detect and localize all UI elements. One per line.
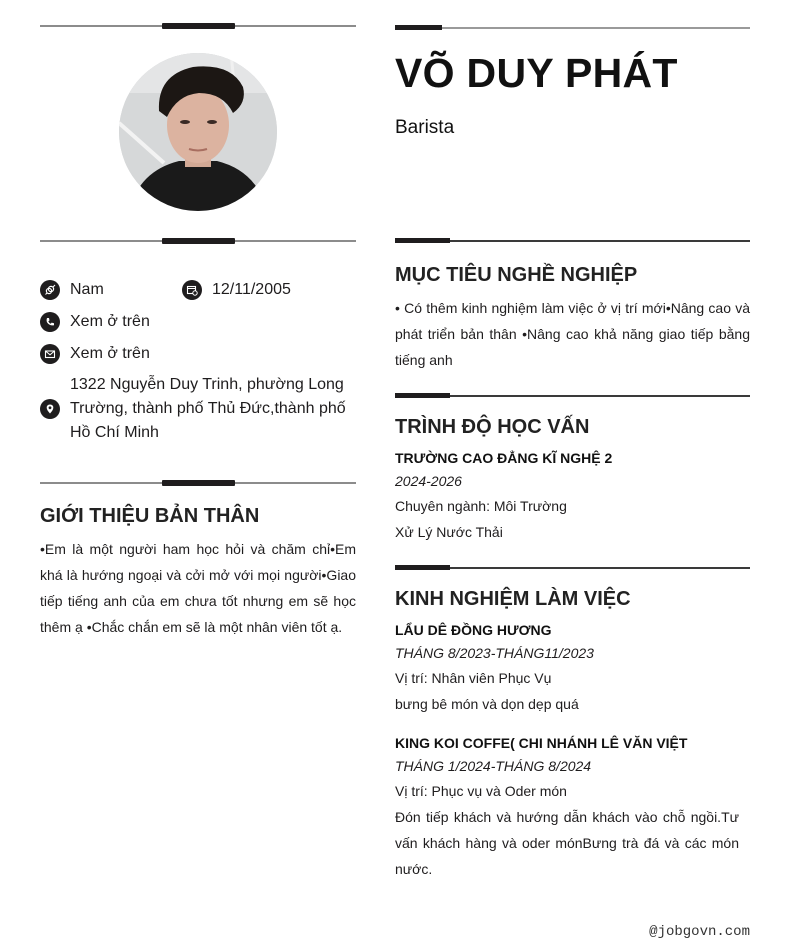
- education-major-line1: Chuyên ngành: Môi Trường: [395, 498, 567, 514]
- job-position: Vị trí: Phục vụ và Oder món: [395, 783, 567, 799]
- education-school: TRƯỜNG CAO ĐẲNG KĨ NGHỆ 2: [395, 450, 613, 466]
- divider-top-left: [40, 23, 356, 29]
- contact-phone: [40, 312, 150, 332]
- gender-value: Nam: [70, 281, 104, 298]
- contact-birthday: [182, 280, 291, 300]
- about-heading: GIỚI THIỆU BẢN THÂN: [40, 505, 260, 527]
- objective-heading: MỤC TIÊU NGHỀ NGHIỆP: [395, 264, 638, 286]
- experience-heading: KINH NGHIỆM LÀM VIỆC: [395, 588, 631, 610]
- divider-top-right: [395, 25, 750, 30]
- job-period: THÁNG 1/2024-THÁNG 8/2024: [395, 758, 592, 774]
- objective-text: • Có thêm kinh nghiệm làm việc ở vị trí mới•Nâng cao và phát triển bản thân •Nâng cao khả năng giao tiếp bằng tiếng anh: [395, 300, 750, 368]
- job-company: LẨU DÊ ĐỒNG HƯƠNG: [395, 622, 552, 638]
- avatar: [119, 53, 277, 211]
- divider-contact: [40, 238, 356, 244]
- candidate-title: Barista: [395, 117, 455, 138]
- address-value: 1322 Nguyễn Duy Trinh, phường Long Trường, thành phố Thủ Đức,thành phố Hồ Chí Minh: [70, 376, 346, 441]
- divider-objective: [395, 238, 750, 243]
- job-period: THÁNG 8/2023-THÁNG11/2023: [395, 645, 594, 661]
- job-description: Đón tiếp khách và hướng dẫn khách vào chỗ ngồi.Tư vấn khách hàng và oder mónBưng trà đá và các món nước.: [395, 809, 739, 877]
- education-heading: TRÌNH ĐỘ HỌC VẤN: [395, 416, 590, 438]
- job-description: bưng bê món và dọn dẹp quá: [395, 696, 579, 712]
- calendar-icon: [182, 280, 202, 300]
- about-text: •Em là một người ham học hỏi và chăm chỉ•Em khá là hướng ngoại và cởi mở với mọi người•Giao tiếp tiếng anh của em chưa tốt nhưng em sẽ học thêm ạ •Chắc chắn em sẽ là một nhân viên tốt ạ.: [40, 541, 356, 635]
- gender-icon: [40, 280, 60, 300]
- birthday-value: 12/11/2005: [212, 281, 291, 298]
- email-value: Xem ở trên: [70, 345, 150, 362]
- divider-education: [395, 393, 750, 398]
- profile-photo: [119, 53, 277, 211]
- map-pin-icon: [40, 399, 60, 419]
- phone-icon: [40, 312, 60, 332]
- divider-about: [40, 480, 356, 486]
- job-position: Vị trí: Nhân viên Phục Vụ: [395, 670, 552, 686]
- contact-email: [40, 344, 150, 364]
- divider-experience: [395, 565, 750, 570]
- watermark: @jobgovn.com: [649, 924, 750, 940]
- job-company: KING KOI COFFE( CHI NHÁNH LÊ VĂN VIỆT: [395, 735, 688, 751]
- education-major-line2: Xử Lý Nước Thải: [395, 524, 503, 540]
- contact-address: [40, 373, 356, 445]
- phone-value: Xem ở trên: [70, 313, 150, 330]
- education-period: 2024-2026: [395, 473, 462, 489]
- contact-gender: [40, 280, 104, 300]
- candidate-name: VÕ DUY PHÁT: [395, 50, 678, 96]
- envelope-icon: [40, 344, 60, 364]
